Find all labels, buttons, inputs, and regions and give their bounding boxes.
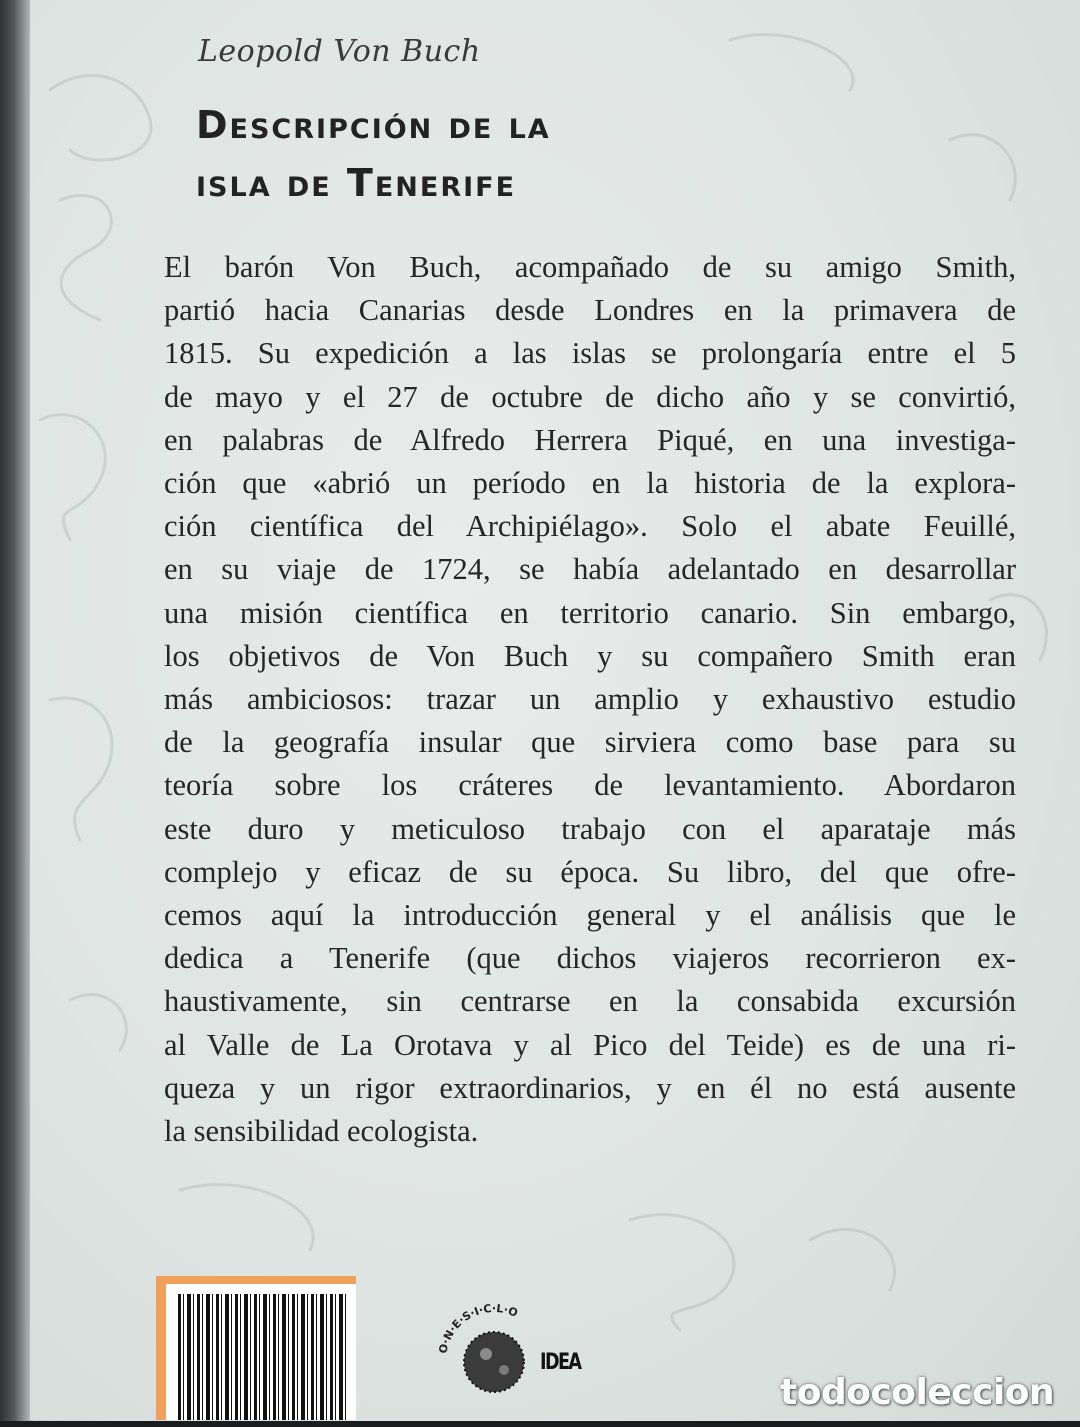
synopsis-line: partió hacia Canarias desde Londres en la primavera de [164,293,1016,328]
synopsis-line: El barón Von Buch, acompañado de su amigo Smith, [164,250,1016,284]
synopsis-line: este duro y meticuloso trabajo con el aparataje más [164,811,1016,846]
synopsis-line: dedica a Tenerife (que dichos viajeros recorrieron ex- [164,941,1016,976]
synopsis-line: una misión científica en territorio canario. Sin embargo, [164,595,1016,630]
synopsis-line: queza y un rigor extraordinarios, y en él no está ausente [164,1070,1016,1105]
synopsis-line: teoría sobre los cráteres de levantamiento. Abordaron [164,768,1016,803]
synopsis-line: 1815. Su expedición a las islas se prolongaría entre el 5 [164,336,1016,371]
synopsis-line: ción científica del Archipiélago». Solo el abate Feuillé, [164,509,1016,544]
book-title [196,96,551,212]
title-line-1: Descripción de la [196,103,551,147]
barcode [156,1276,356,1420]
title-line-2: isla de Tenerife [196,161,517,205]
idea-publisher-logo: IDEA [540,1350,581,1375]
synopsis-line: ción que «abrió un período en la historia de la explora- [164,466,1016,501]
synopsis-line: al Valle de La Orotava y al Pico del Teide) es de una ri- [164,1027,1016,1062]
synopsis-paragraph [164,246,1016,1153]
synopsis-line: haustivamente, sin centrarse en la consabida excursión [164,984,1016,1019]
synopsis-line: complejo y eficaz de su época. Su libro, del que ofre- [164,854,1016,889]
synopsis-line: de la geografía insular que sirviera como base para su [164,725,1016,760]
author-name: Leopold Von Buch [198,34,481,69]
publisher-ring-text: O·N·E·S·I·C·L·O [436,1301,520,1355]
barcode-bars [178,1294,348,1420]
site-watermark: todocoleccion [780,1372,1055,1413]
synopsis-line: en su viaje de 1724, se había adelantado en desarrollar [164,552,1016,587]
bottom-edge [0,1421,1080,1427]
synopsis-line: los objetivos de Von Buch y su compañero Smith eran [164,638,1016,673]
synopsis-line: de mayo y el 27 de octubre de dicho año y se convirtió, [164,379,1016,414]
publisher-seal-logo [434,1300,554,1420]
synopsis-line: en palabras de Alfredo Herrera Piqué, en una investiga- [164,422,1016,457]
synopsis-line: más ambiciosos: trazar un amplio y exhaustivo estudio [164,682,1016,717]
synopsis-line: cemos aquí la introducción general y el análisis que le [164,898,1016,933]
book-back-cover [30,0,1080,1420]
synopsis-line: la sensibilidad ecologista. [164,1114,479,1149]
